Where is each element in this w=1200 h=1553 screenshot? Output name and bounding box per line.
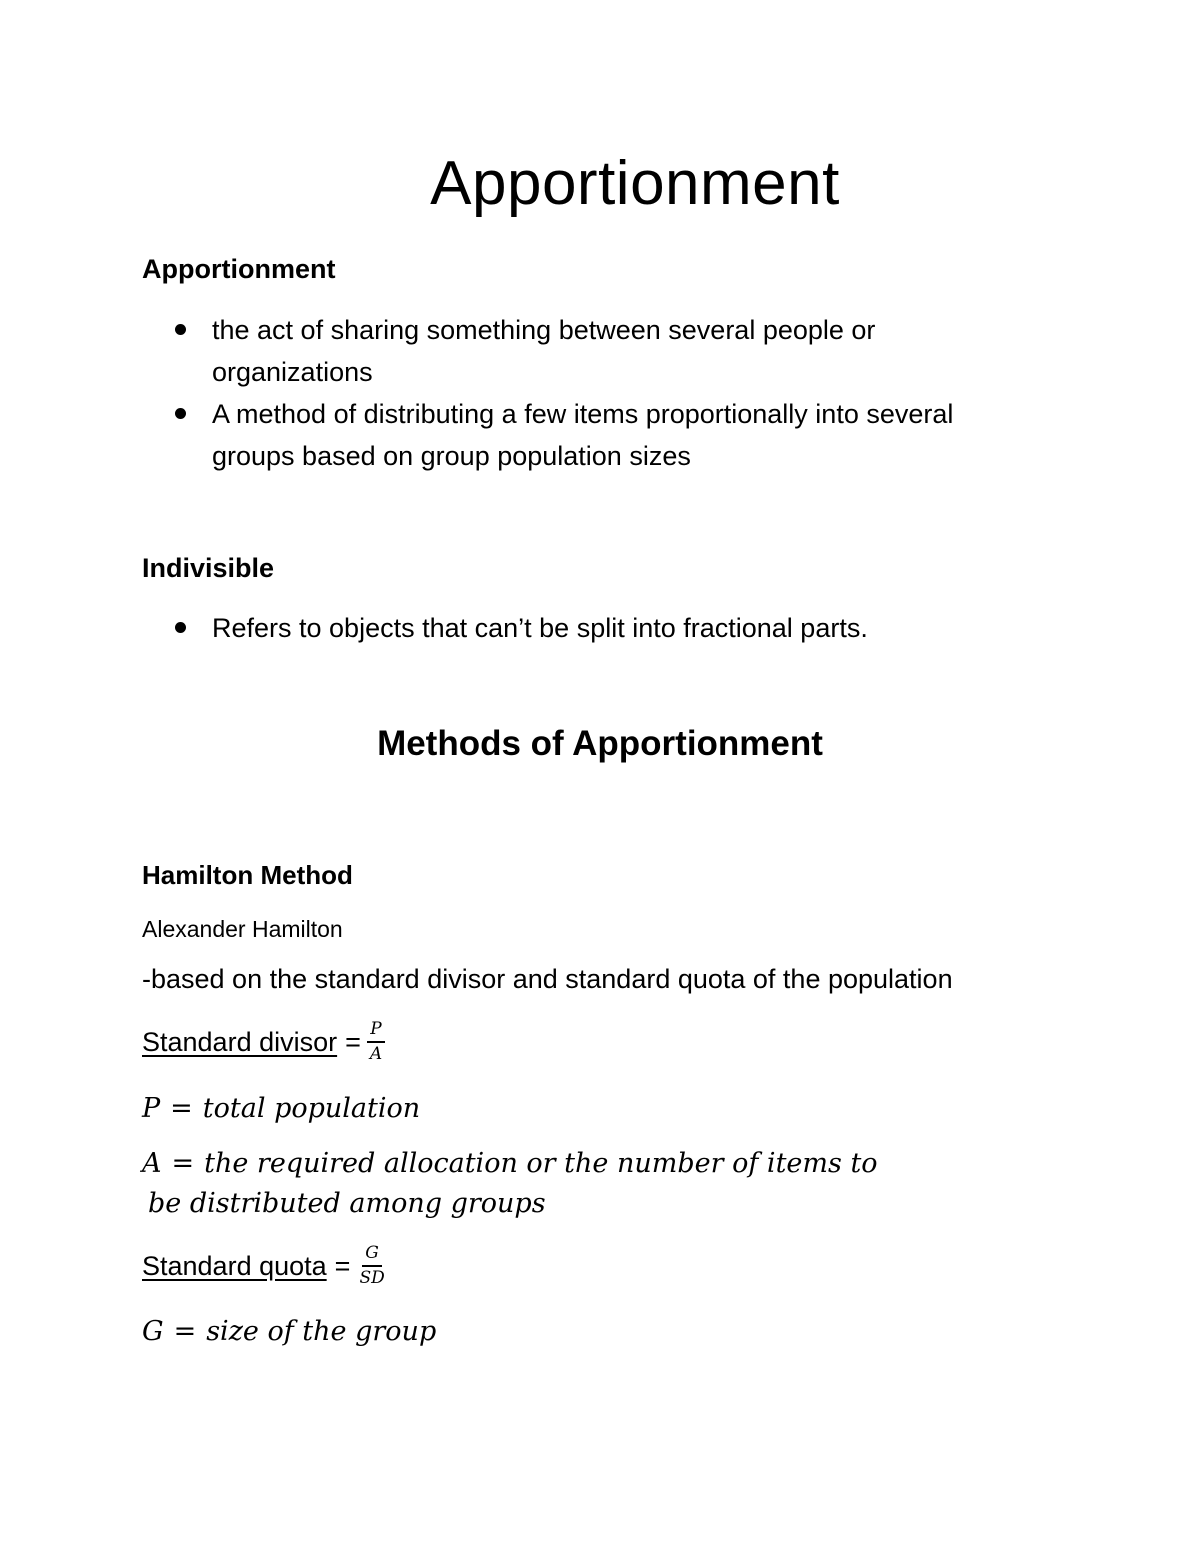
list-item — [142, 607, 1042, 649]
g-definition — [142, 1316, 436, 1347]
standard-divisor-formula — [142, 1020, 385, 1064]
math-symbol: G — [142, 1316, 164, 1347]
quota-fraction — [356, 1244, 387, 1288]
page-title: Apportionment — [430, 149, 840, 218]
a-definition — [142, 1148, 878, 1179]
bullet-icon — [175, 324, 186, 335]
standard-quota-label: Standard quota — [142, 1250, 327, 1281]
standard-divisor-label: Standard divisor — [142, 1026, 338, 1057]
author-name: Alexander Hamilton — [142, 916, 343, 942]
indivisible-bullet-list — [142, 607, 1042, 649]
equals-sign: = — [171, 1148, 195, 1179]
hamilton-method-heading: Hamilton Method — [142, 860, 353, 890]
standard-quota-formula — [142, 1244, 388, 1288]
math-text: total population — [202, 1093, 421, 1124]
bullet-text: the act of sharing something between several people or organizations — [212, 315, 876, 387]
equals-sign: = — [334, 1250, 351, 1281]
p-definition — [142, 1093, 420, 1124]
methods-section-title: Methods of Apportionment — [377, 724, 823, 763]
equals-sign: = — [173, 1316, 197, 1347]
list-item — [142, 309, 1042, 393]
equals-sign: = — [170, 1093, 193, 1124]
a-definition-continued: be distributed among groups — [148, 1188, 546, 1219]
bullet-icon — [175, 622, 186, 633]
fraction-numerator: G — [362, 1244, 382, 1267]
bullet-text: Refers to objects that can’t be split into fractional parts. — [212, 613, 868, 643]
apportionment-bullet-list — [142, 309, 1042, 477]
divisor-fraction — [367, 1020, 385, 1064]
section-heading-apportionment: Apportionment — [142, 254, 336, 284]
fraction-denominator: SD — [359, 1268, 385, 1288]
math-text: size of the group — [206, 1316, 437, 1347]
bullet-text: A method of distributing a few items proportionally into several groups based on group population sizes — [212, 399, 954, 471]
hamilton-description: -based on the standard divisor and standard quota of the population — [142, 964, 953, 994]
equals-sign: = — [345, 1026, 361, 1057]
math-symbol: A — [142, 1148, 162, 1179]
fraction-denominator: A — [369, 1044, 383, 1064]
fraction-numerator: P — [367, 1020, 384, 1043]
section-heading-indivisible: Indivisible — [142, 553, 275, 583]
bullet-icon — [175, 408, 186, 419]
math-text: the required allocation or the number of items to — [204, 1148, 878, 1179]
math-symbol: P — [142, 1093, 161, 1124]
list-item — [142, 393, 1042, 477]
